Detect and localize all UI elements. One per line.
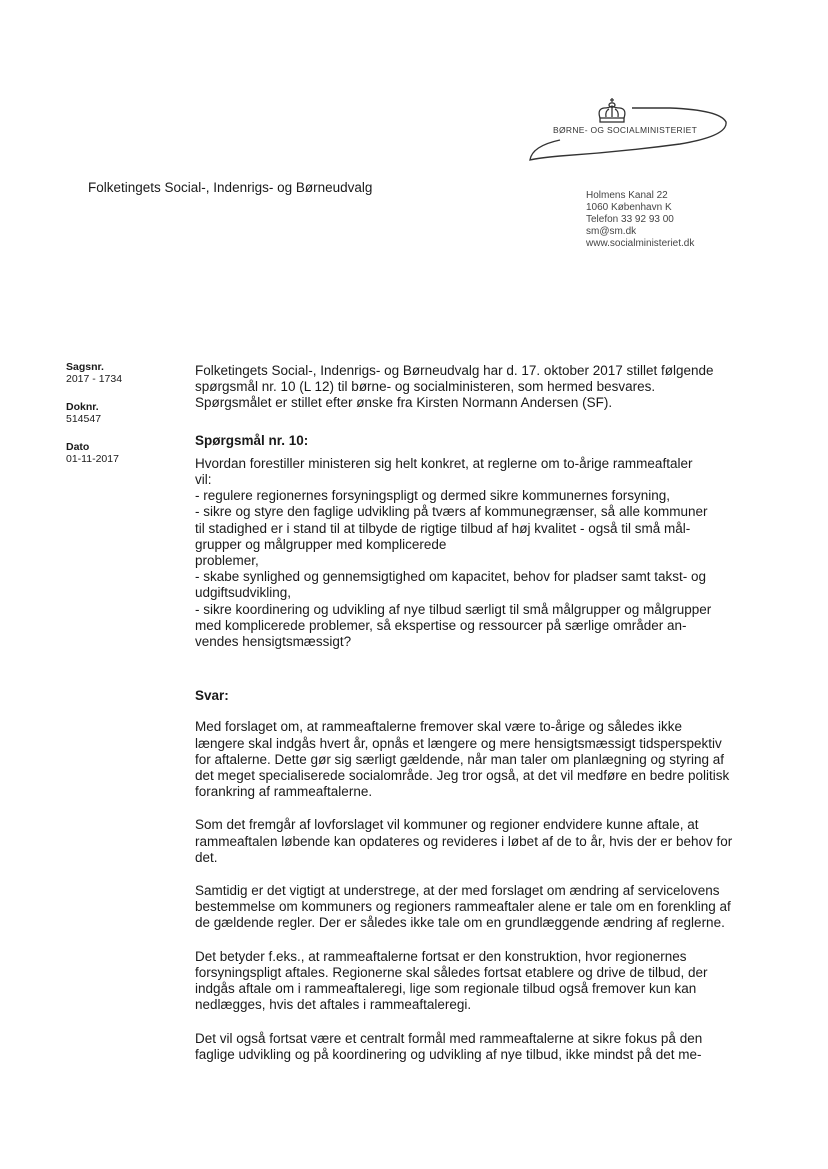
case-number: 2017 - 1734 — [66, 373, 123, 385]
document-number: 514547 — [66, 413, 102, 425]
answer-paragraph: Det betyder f.eks., at rammeaftalerne fortsat er den konstruktion, hvor regionernes forsyningspligt aftales. Regionerne skal således fortsat etablere og drive de tilbud, der indgås aftale om i rammeaftaleregi, lige som regionale tilbud også fremover kun kan nedlægges, hvis det aftales i rammeaftaleregi. — [195, 948, 708, 1013]
recipient-name: Folketingets Social-, Indenrigs- og Børneudvalg — [88, 180, 373, 195]
question-heading: Spørgsmål nr. 10: — [195, 432, 309, 448]
question-line: grupper og målgrupper med komplicerede — [195, 536, 447, 552]
letter-body — [195, 363, 735, 1080]
date-value: 01-11-2017 — [66, 453, 119, 465]
sender-phone: Telefon 33 92 93 00 — [586, 214, 674, 225]
document-metadata — [66, 361, 176, 481]
question-line: - sikre koordinering og udvikling af nye tilbud særligt til små målgrupper og målgrupper — [195, 601, 712, 617]
question-line: - sikre og styre den faglige udvikling på tværs af kommunegrænser, så alle kommuner — [195, 504, 708, 520]
question-line: udgiftsudvikling, — [195, 585, 292, 601]
question-line: Hvordan forestiller ministeren sig helt konkret, at reglerne om to-årige rammeaftaler — [195, 455, 693, 471]
ministry-logo-text: BØRNE- OG SOCIALMINISTERIET — [553, 125, 698, 135]
question-line: vendes hensigtsmæssigt? — [195, 634, 352, 650]
sender-email: sm@sm.dk — [586, 226, 637, 237]
question-line: - regulere regionernes forsyningspligt og dermed sikre kommunernes forsyning, — [195, 488, 670, 504]
question-line: med komplicerede problemer, så ekspertise og ressourcer på særlige områder an- — [195, 617, 687, 633]
answer-paragraph: Som det fremgår af lovforslaget vil kommuner og regioner endvidere kunne aftale, at rammeaftalen løbende kan opdateres og revideres i løbet af de to år, hvis der er behov for det. — [195, 817, 733, 865]
sender-street: Holmens Kanal 22 — [586, 190, 668, 201]
question-line: - skabe synlighed og gennemsigtighed om kapacitet, behov for pladser samt takst- og — [195, 569, 707, 585]
question-line: til stadighed er i stand til at tilbyde de rigtige tilbud af høj kvalitet - også til små mål- — [195, 520, 691, 536]
question-line: problemer, — [195, 553, 259, 569]
answer-paragraph: Med forslaget om, at rammeaftalerne fremover skal være to-årige og således ikke længere skal indgås hvert år, opnås et længere og mere hensigtsmæssigt tidsperspektiv for aftalerne. Dette gør sig særligt gældende, når man taler om planlægning og styring af det meget specialiserede socialområde. Jeg tror også, at det vil medføre en bedre politisk forankring af rammeaftalerne. — [195, 719, 730, 800]
answer-heading: Svar: — [195, 688, 229, 704]
sender-website: www.socialministeriet.dk — [586, 238, 695, 249]
question-text — [195, 456, 735, 650]
sender-postal: 1060 København K — [586, 202, 672, 213]
question-line: vil: — [195, 472, 212, 488]
case-number-label: Sagsnr. — [66, 361, 104, 373]
intro-paragraph: Folketingets Social-, Indenrigs- og Børneudvalg har d. 17. oktober 2017 stillet følgende spørgsmål nr. 10 (L 12) til børne- og socialministeren, som hermed besvares. Spørgsmålet er stillet efter ønske fra Kirsten Normann Andersen (SF). — [195, 363, 714, 411]
sender-address-block — [586, 190, 694, 250]
date-label: Dato — [66, 441, 90, 453]
document-number-label: Doknr. — [66, 401, 99, 413]
answer-paragraph: Samtidig er det vigtigt at understrege, at der med forslaget om ændring af servicelovens bestemmelse om kommuners og regioners rammeaftaler alene er tale om en forenkling af de gældende regler. Der er således ikke tale om en grundlæggende ændring af reglerne. — [195, 883, 731, 931]
answer-paragraph: Det vil også fortsat være et centralt formål med rammeaftalerne at sikre fokus på den faglige udvikling og på koordinering og udvikling af nye tilbud, ikke mindst på det me- — [195, 1030, 703, 1062]
